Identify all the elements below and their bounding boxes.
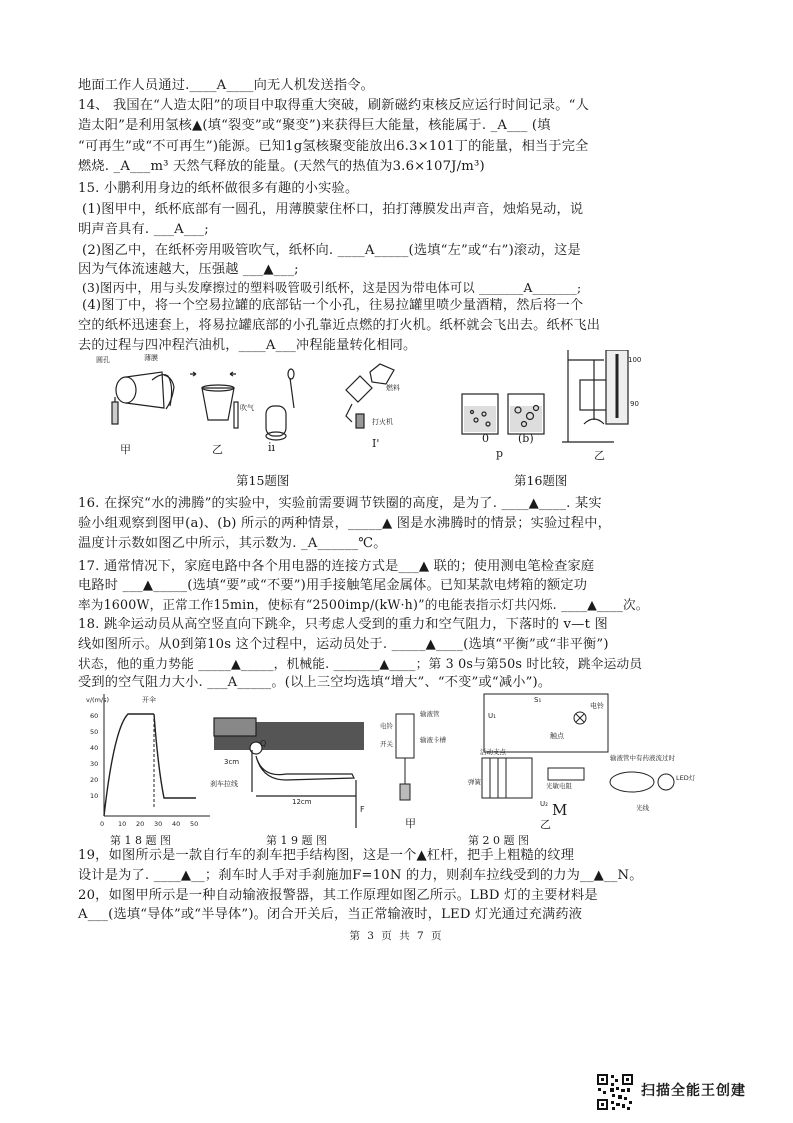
caption-figure-18: 第 1 8 题 图 <box>110 834 171 847</box>
text-line: 去的过程与四冲程汽油机，____A___冲程能量转化相同。 <box>78 338 417 353</box>
text-line: 19，如图所示是一款自行车的刹车把手结构图，这是一个▲杠杆，把手上粗糙的纹理 <box>78 848 575 863</box>
text-line: 地面工作人员通过.____A____向无人机发送指令。 <box>78 78 375 93</box>
fig18-ytick: 10 <box>90 792 99 800</box>
caption-15-ding: I' <box>372 437 380 450</box>
caption-16-yi: 乙 <box>594 449 605 462</box>
label-90: 90 <box>630 400 639 408</box>
label-bomo: 薄膜 <box>144 354 158 362</box>
caption-figure-16: 第16题图 <box>514 473 568 488</box>
fig20-s1: S₁ <box>534 696 542 704</box>
text-line: 受到的空气阻力大小. ___A_____。(以上三空均选填“增大”、“不变”或“减小”)。 <box>78 675 552 690</box>
fig18-xtick: 50 <box>190 820 199 828</box>
fig20-tube: 输液管 <box>420 710 440 718</box>
fig16-stand <box>562 350 641 442</box>
caption-figure-15: 第15题图 <box>236 473 290 488</box>
text-line: 燃烧. _A___m³ 天然气释放的能量。(天然气的热值为3.6×107J/m³) <box>78 159 485 174</box>
text-line: 线如图所示。从0到第10s 这个过程中，运动员处于. _____▲____(选填“平衡”或“非平衡”) <box>78 637 609 652</box>
caption-15-jia: 甲 <box>120 443 131 456</box>
svg-text:吹气: 吹气 <box>240 404 254 412</box>
fig20-jia <box>380 709 447 800</box>
fig20-clip: 输液卡槽 <box>420 736 446 744</box>
fig18-vt-graph <box>86 694 210 828</box>
caption-16-p: p <box>496 447 504 460</box>
fig18-xtick: 0 <box>100 820 105 828</box>
figure-15-16 <box>84 350 644 490</box>
fig20-full: 输液管中有药液流过时 <box>610 754 675 762</box>
text-line: 电路时 ___▲_____(选填“要”或“不要”)用手接触笔尾金属体。已知某款电烤箱的额定功 <box>78 578 588 593</box>
caption-20-m: M <box>552 801 568 819</box>
fig19-brake-lever <box>210 718 365 828</box>
fig18-xtick: 20 <box>136 820 145 828</box>
text-line: 15. 小鹏利用身边的纸杯做很多有趣的小实验。 <box>78 181 359 196</box>
fig20-u1: U₁ <box>488 712 496 720</box>
label-dahuo: 打火机 <box>372 418 393 426</box>
fig20-photo: 光敏电阻 <box>546 782 572 790</box>
label-yuankong: 圆孔 <box>96 356 110 364</box>
text-line: 状态，他的重力势能 _____▲_____，机械能. _______▲____；第 3 0s与第50s 时比较，跳伞运动员 <box>78 656 643 671</box>
fig18-ytick: 60 <box>90 712 99 720</box>
text-line: (2)图乙中，在纸杯旁用吸管吹气，纸杯向. ____A_____(选填“左”或“右”)滚动，这是 <box>82 243 581 258</box>
caption-15-bing: ı̇ı <box>268 441 276 454</box>
fig20-yi-circuit <box>468 694 696 812</box>
text-line: 14、 我国在“人造太阳”的项目中取得重大突破，刷新磁约束核反应运行时间记录。“人 <box>78 98 589 113</box>
text-line: 温度计示数如图乙中所示，其示数为. _A______℃。 <box>78 536 387 551</box>
fig18-xtick: 40 <box>172 820 181 828</box>
fig18-ylabel: v/(m/s) <box>86 696 110 704</box>
fig19-f: F <box>360 805 365 814</box>
fig20-spring: 弹簧 <box>468 778 481 786</box>
fig19-3cm: 3cm <box>224 758 240 766</box>
caption-16-b: (b) <box>518 432 534 445</box>
fig18-ytick: 40 <box>90 744 99 752</box>
qr-code-icon <box>596 1073 634 1111</box>
caption-15-yi: 乙 <box>212 443 223 456</box>
text-line: 率为1600W，正常工作15min，使标有“2500imp/(kW·h)”的电能表指示灯共闪烁. ____▲____次。 <box>78 597 649 612</box>
text-line: (3)图丙中，用与头发摩擦过的塑料吸管吸引纸杯，这是因为带电体可以 _______A_______; <box>82 281 582 295</box>
fig18-ytick: 30 <box>90 760 99 768</box>
fig18-xtick: 10 <box>118 820 127 828</box>
fig18-xtick: 30 <box>154 820 163 828</box>
text-line: 造太阳”是利用氢核▲(填“裂变”或“聚变”)来获得巨大能量，核能属于. _A___ (填 <box>78 118 551 133</box>
text-line: 设计是为了. ____▲__；刹车时人手对手刹施加F=10N 的力，则刹车拉线受到的力为__▲__N。 <box>78 868 643 883</box>
fig20-ctc: 触点 <box>550 732 564 740</box>
text-line: (1)图甲中，纸杯底部有一圆孔，用薄膜蒙住杯口，拍打薄膜发出声音，烛焰晃动，说 <box>82 202 584 217</box>
caption-20-jia: 甲 <box>405 817 416 830</box>
fig20-u2: U₂ <box>540 800 548 808</box>
fig19-q: Q <box>260 739 267 748</box>
scanner-brand: 扫描全能王创建 <box>641 1083 746 1099</box>
text-line: 20，如图甲所示是一种自动输液报警器，其工作原理如图乙所示。LBD 灯的主要材料是 <box>78 888 598 903</box>
text-line: 18. 跳伞运动员从高空竖直向下跳伞，只考虑人受到的重力和空气阻力，下落时的 v—t 图 <box>78 617 608 632</box>
text-line: 17. 通常情况下，家庭电路中各个用电器的连接方式是___▲ 联的；使用测电笔检查家庭 <box>78 559 595 574</box>
fig15-bing-drawing <box>266 369 294 440</box>
fig20-pivot: 活动支点 <box>480 748 506 756</box>
page-footer: 第 3 页 共 7 页 <box>349 930 444 942</box>
fig19-12cm: 12cm <box>292 798 312 806</box>
text-line: 空的纸杯迅速套上，将易拉罐底部的小孔靠近点燃的打火机。纸杯就会飞出去。纸杯飞出 <box>78 318 601 333</box>
caption-20-yi: 乙 <box>540 818 551 831</box>
fig20-led: LED灯 <box>676 774 696 782</box>
figure-18-20 <box>84 688 704 828</box>
label-ranliao: 燃料 <box>386 384 400 392</box>
fig15-jia-drawing <box>96 353 174 424</box>
text-line: 验小组观察到图甲(a)、(b) 所示的两种情景，_____▲ 图是水沸腾时的情景；实验过程中， <box>78 516 611 531</box>
fig20-lamp: 电铃 <box>380 722 393 730</box>
text-line: 明声音具有. ___A___; <box>78 222 209 237</box>
fig20-light: 光线 <box>636 804 649 812</box>
text-line: (4)图丁中，将一个空易拉罐的底部钻一个小孔，往易拉罐里喷少量酒精，然后将一个 <box>82 298 584 313</box>
text-line: “可再生”或“不可再生”)能源。已知1g氢核聚变能放出6.3×101丁的能量，相当于完全 <box>78 139 589 154</box>
text-line: 因为气体流速越大，压强越 ___▲___; <box>78 262 299 277</box>
text-line: 16. 在探究“水的沸腾”的实验中，实验前需要调节铁圈的高度，是为了. ____▲____. 某实 <box>78 496 602 511</box>
fig15-ding-drawing <box>346 364 400 428</box>
fig20-switch: 开关 <box>380 740 393 748</box>
fig19-line: 刹车拉线 <box>210 780 238 788</box>
fig15-yi-drawing <box>190 372 254 428</box>
caption-figure-20: 第 2 0 题 图 <box>468 834 529 847</box>
fig18-open: 开伞 <box>142 696 156 704</box>
text-line: A___(选填“导体”或“半导体”)。闭合开关后，当正常输液时，LED 灯光通过充满药液 <box>78 907 583 922</box>
caption-figure-19: 第 1 9 题 图 <box>266 834 327 847</box>
fig16-beakers <box>462 394 544 434</box>
fig18-ytick: 20 <box>90 776 99 784</box>
label-100: 100 <box>628 356 642 364</box>
fig18-ytick: 50 <box>90 728 99 736</box>
fig20-bell: 电铃 <box>590 702 604 710</box>
caption-16-a: 0 <box>482 432 489 445</box>
